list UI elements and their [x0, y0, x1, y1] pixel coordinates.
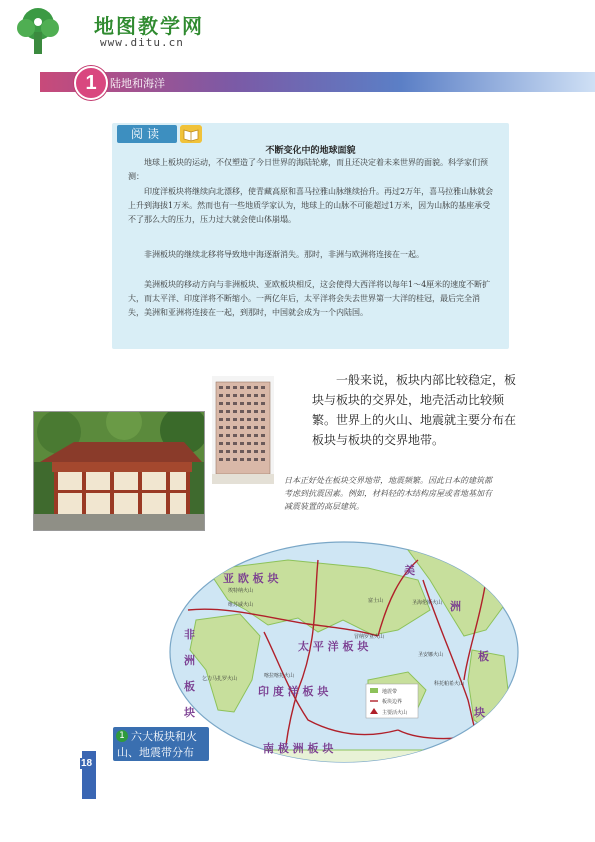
volcano-label: 乞力马扎罗火山	[202, 676, 238, 682]
legend-label: 地震带	[382, 689, 398, 695]
volcano-label: 冒纳罗亚火山	[354, 634, 385, 640]
legend-label: 主要活火山	[382, 710, 408, 716]
label-american-plate-char: 板	[478, 650, 489, 663]
plate-world-map	[168, 540, 520, 764]
label-indian-plate: 印 度 洋 板 块	[258, 685, 329, 698]
label-american-plate-char: 洲	[450, 600, 461, 613]
label-american-plate-char: 块	[474, 706, 485, 719]
map-legend	[366, 684, 418, 718]
reading-heading: 不断变化中的地球面貌	[265, 146, 356, 156]
label-pacific-plate: 太 平 洋 板 块	[298, 640, 369, 653]
book-icon	[180, 125, 202, 143]
reading-paragraph: 地球上板块的运动，不仅塑造了今日世界的海陆轮廓，而且还决定着未来世界的面貌。科学家们预测：	[128, 158, 488, 181]
map-number: 1	[116, 730, 128, 742]
volcano-label: 喀拉喀托火山	[264, 673, 295, 679]
volcano-label: 埃特纳火山	[228, 588, 254, 594]
photo-caption: 日本正好处在板块交界地带，地震频繁。因此日本的建筑都考虑到抗震因素。例如，材料轻的木结构房屋或者地基加有减震装置的高层建筑。	[284, 476, 492, 511]
legend-label: 板块边界	[382, 699, 403, 705]
site-title: 地图教学网	[94, 14, 204, 38]
reading-paragraph: 美洲板块的移动方向与非洲板块、亚欧板块相反，这会使得大西洋将以每年1～4厘米的速度不断扩大，而太平洋、印度洋将不断缩小。一两亿年后，太平洋将会失去世界第一大洋的桂冠，最后完全消失，美洲和亚洲将连接在一起，到那时，中国就会成为一个内陆国。	[128, 280, 491, 317]
label-african-plate-char: 板	[184, 680, 195, 693]
label-african-plate-char: 非	[184, 628, 195, 641]
label-african-plate-char: 洲	[184, 654, 195, 667]
volcano-label: 圣海伦斯火山	[412, 600, 443, 606]
volcano-label: 富士山	[368, 598, 384, 604]
label-african-plate-char: 块	[184, 706, 195, 719]
volcano-label: 圣安娜火山	[418, 652, 444, 658]
volcano-label: 维苏威火山	[228, 602, 254, 608]
page-number: 18	[81, 758, 93, 769]
chapter-number: 1	[74, 66, 108, 100]
land-antarctica	[168, 750, 520, 764]
map-title-line1: 六大板块和火	[131, 730, 197, 743]
chapter-title: 陆地和海洋	[110, 78, 165, 90]
japanese-wooden-house-photo	[33, 411, 205, 531]
reading-paragraph: 非洲板块的继续北移将导致地中海逐渐消失。那时，非洲与欧洲将连接在一起。	[144, 250, 424, 259]
ditu-logo-icon	[12, 6, 64, 58]
volcano-label: 科托帕希火山	[434, 681, 465, 687]
main-paragraph: 一般来说，板块内部比较稳定，板块与板块的交界处，地壳活动比较频繁。世界上的火山、地震就主要分布在板块与板块的交界地带。	[312, 373, 517, 447]
map-title-line2: 山、地震带分布	[117, 746, 194, 759]
reading-tab: 阅读	[117, 125, 177, 143]
site-url: www.ditu.cn	[100, 36, 184, 49]
label-american-plate-char: 美	[404, 564, 415, 577]
label-antarctic-plate: 南 极 洲 板 块	[263, 742, 334, 755]
reading-paragraph: 印度洋板块将继续向北漂移，使青藏高原和喜马拉雅山脉继续抬升。再过2万年，喜马拉雅山脉就会上升到海拔1万米。然而也有一些地质学家认为，地球上的山脉不可能超过1万米，因为山脉的基座承受不了那么大的压力，压力过大就会使山体崩塌。	[128, 187, 494, 224]
label-eurasian-plate: 亚 欧 板 块	[223, 572, 279, 585]
high-rise-building-photo	[212, 376, 274, 484]
